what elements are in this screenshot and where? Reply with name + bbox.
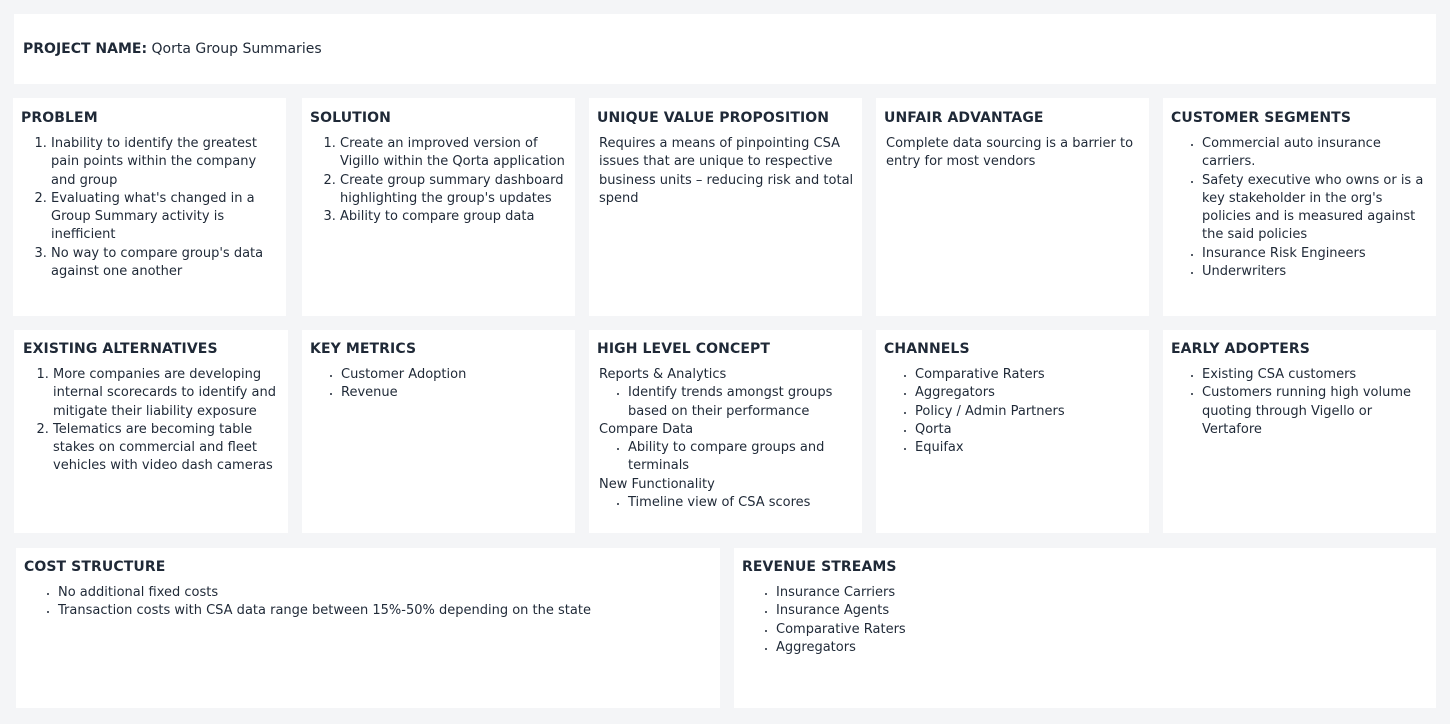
cost-structure-card: [16, 548, 720, 708]
list-item: 3. Ability to compare group data: [340, 208, 567, 226]
uvp-title: UNIQUE VALUE PROPOSITION: [597, 110, 830, 126]
high-level-concept-card: [589, 330, 862, 533]
list-item: • Comparative Raters: [776, 621, 1428, 639]
existing-alternatives-list: [23, 366, 279, 476]
list-item: • No additional fixed costs: [58, 584, 712, 602]
list-item: • Ability to compare groups and terminals: [628, 439, 854, 476]
high-level-concept-title: HIGH LEVEL CONCEPT: [597, 341, 771, 357]
key-metrics-card: [302, 330, 575, 533]
solution-card: [302, 98, 575, 316]
concept-sublist: [599, 384, 854, 421]
list-item: • Customers running high volume quoting through Vigello or Vertafore: [1202, 384, 1428, 439]
channels-title: CHANNELS: [884, 341, 970, 357]
early-adopters-card: [1163, 330, 1436, 533]
uvp-card: [589, 98, 862, 316]
list-item: 2. Telematics are becoming table stakes on commercial and fleet vehicles with video dash cameras: [53, 421, 279, 476]
project-name-value: Qorta Group Summaries: [151, 41, 322, 57]
list-item: • Equifax: [915, 439, 1141, 457]
revenue-streams-list: [742, 584, 1428, 657]
concept-sublist: [599, 439, 854, 476]
list-item: • Existing CSA customers: [1202, 366, 1428, 384]
problem-title: PROBLEM: [21, 110, 98, 126]
revenue-streams-card: [734, 548, 1436, 708]
list-item: 2. Create group summary dashboard highlighting the group's updates: [340, 172, 567, 209]
customer-segments-title: CUSTOMER SEGMENTS: [1171, 110, 1352, 126]
list-item: • Identify trends amongst groups based on their performance: [628, 384, 854, 421]
project-header: [14, 14, 1436, 84]
uvp-text: Requires a means of pinpointing CSA issues that are unique to respective business units – reducing risk and total spend: [599, 136, 854, 206]
list-item: • Aggregators: [776, 639, 1428, 657]
list-item: • Insurance Agents: [776, 602, 1428, 620]
list-item: • Transaction costs with CSA data range between 15%-50% depending on the state: [58, 602, 712, 620]
list-item: • Commercial auto insurance carriers.: [1202, 135, 1428, 172]
list-item: • Insurance Carriers: [776, 584, 1428, 602]
list-item: 2. Evaluating what's changed in a Group Summary activity is inefficient: [51, 190, 278, 245]
cost-structure-list: [24, 584, 712, 621]
channels-list: [884, 366, 1141, 457]
key-metrics-title: KEY METRICS: [310, 341, 417, 357]
revenue-streams-title: REVENUE STREAMS: [742, 559, 897, 575]
list-item: • Revenue: [341, 384, 567, 402]
concept-heading: New Functionality: [599, 476, 715, 492]
concept-heading: Reports & Analytics: [599, 367, 727, 382]
list-item: • Comparative Raters: [915, 366, 1141, 384]
list-item: • Underwriters: [1202, 263, 1428, 281]
unfair-advantage-title: UNFAIR ADVANTAGE: [884, 110, 1044, 126]
list-item: • Customer Adoption: [341, 366, 567, 384]
solution-list: [310, 135, 567, 226]
early-adopters-list: [1171, 366, 1428, 439]
list-item: • Aggregators: [915, 384, 1141, 402]
problem-list: [21, 135, 278, 281]
concept-sublist: [599, 494, 854, 512]
key-metrics-list: [310, 366, 567, 403]
list-item: • Policy / Admin Partners: [915, 403, 1141, 421]
early-adopters-title: EARLY ADOPTERS: [1171, 341, 1310, 357]
cost-structure-title: COST STRUCTURE: [24, 559, 166, 575]
project-name-line: [23, 40, 322, 58]
list-item: • Insurance Risk Engineers: [1202, 245, 1428, 263]
high-level-concept-body: [597, 366, 854, 512]
list-item: • Timeline view of CSA scores: [628, 494, 854, 512]
list-item: • Qorta: [915, 421, 1141, 439]
channels-card: [876, 330, 1149, 533]
solution-title: SOLUTION: [310, 110, 391, 126]
customer-segments-card: [1163, 98, 1436, 316]
list-item: • Safety executive who owns or is a key stakeholder in the org's policies and is measured against the said policies: [1202, 172, 1428, 245]
unfair-advantage-card: [876, 98, 1149, 316]
customer-segments-list: [1171, 135, 1428, 281]
unfair-advantage-text: Complete data sourcing is a barrier to entry for most vendors: [886, 136, 1134, 170]
existing-alternatives-title: EXISTING ALTERNATIVES: [23, 341, 218, 357]
concept-heading: Compare Data: [599, 421, 694, 437]
problem-card: [13, 98, 286, 316]
list-item: 3. No way to compare group's data against one another: [51, 245, 278, 282]
project-name-label: PROJECT NAME:: [23, 41, 148, 57]
list-item: 1. Inability to identify the greatest pain points within the company and group: [51, 135, 278, 190]
list-item: 1. Create an improved version of Vigillo within the Qorta application: [340, 135, 567, 172]
existing-alternatives-card: [14, 330, 288, 533]
list-item: 1. More companies are developing internal scorecards to identify and mitigate their liability exposure: [53, 366, 279, 421]
